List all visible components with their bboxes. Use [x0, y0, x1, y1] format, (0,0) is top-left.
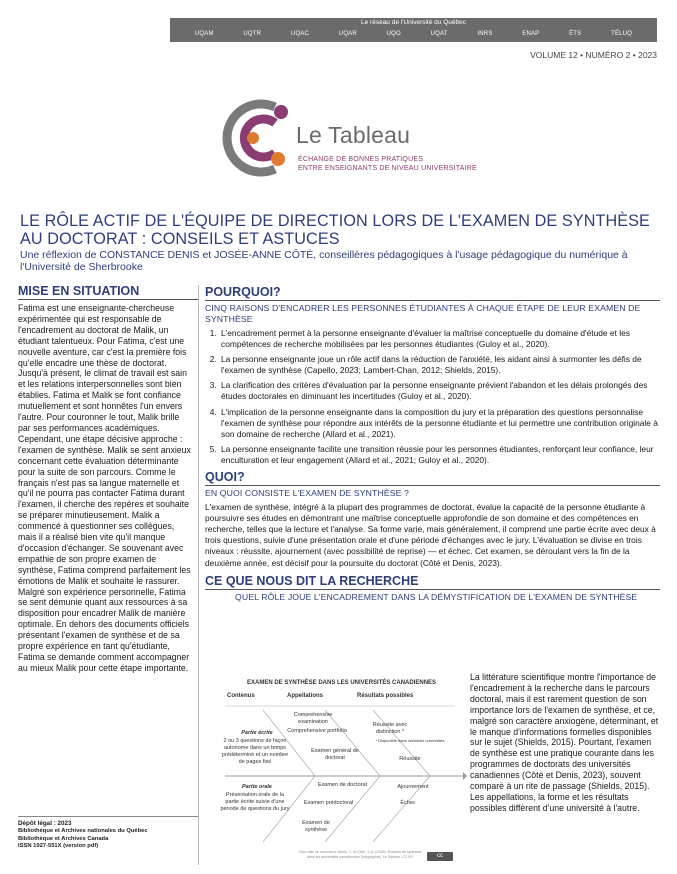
diagram-appellation: Examen prédoctoral: [303, 800, 354, 806]
article-title-line: AU DOCTORAT : CONSEILS ET ASTUCES: [20, 230, 340, 248]
diagram-col-resultats: Résultats possibles: [357, 693, 414, 699]
network-item[interactable]: UQO: [386, 31, 401, 37]
mise-text: Fatima est une enseignante-chercheuse expérimentée qui est responsable de l'encadrement au doctorat de Malik, un étudiant talentueux. Pour Fatima, c'est une nouvelle aventure, car c'est la première fois qu'elle encadre une thèse de doctorat. Jusqu'à présent, le climat de travail est sain et les relations interpersonnelles sont bien établies. Fatima et Malik se font confiance mutuellement et sont honnêtes l'un envers l'autre. Pour couronner le tout, Malik brille par ses performances académiques. Cependant, une étape décisive approche : l'examen de synthèse. Malik se sent anxieux concernant cette évaluation déterminante pour la suite de son parcours. Comme le français n'est pas sa langue maternelle et qu'il ne pourra pas contacter Fatima durant l'examen, il cherche des repères et souhaite se préparer minutieusement. Malik a commencé à questionner ses collègues, mais il a réalisé bien vite qu'il manque d'occasion d'échanger. Se souvenant avec empathie de son propre examen de synthèse, Fatima comprend parfaitement les émotions de Malik et souhaite le rassurer. Malgré son expérience personnelle, Fatima se sent démunie quant aux ressources à sa disposition pour encadrer Malik de manière optimale. En dehors des documents officiels présentant l'examen de synthèse et de sa propre expérience en tant qu'étudiante, Fatima se demande comment accompagner au mieux Malik pour cette étape importante.: [18, 303, 191, 673]
network-item[interactable]: UQAT: [430, 31, 448, 37]
recherche-paragraph: La littérature scientifique montre l'importance de l'encadrement à la recherche dans le parcours doctoral, mais il est rarement question de son importance lors de l'examen de synthèse, et ce, malgré son caractère anxiogène, déterminant, et le manque d'informations formelles disponibles sur le sujet (Shields, 2015). Pourtant, l'examen de synthèse est une pratique courante dans les programmes de doctorats des universités canadiennes (Côté et Denis, 2023), souvent comparé à un rite de passage (Shields, 2015). Les appellations, la forme et les résultats possibles diffèrent d'une université à l'autre.: [470, 672, 659, 813]
depot-line: Bibliothèque et Archives nationales du Québec: [18, 827, 148, 834]
article-title: [20, 212, 660, 248]
reasons-list: [205, 328, 660, 466]
diagram-ecrite-text: 2 ou 3 questions de façon autonome dans un temps prédéterminé et un nombre de pages fixé: [221, 738, 289, 765]
diagram-result: Réussite avec distinction *: [372, 722, 408, 735]
diagram-appellation: Examen de doctorat: [317, 782, 368, 788]
diagram-col-appellations: Appellations: [287, 693, 324, 699]
list-item: 5. La personne enseignante facilite une transition réussie pour les personnes étudiantes, renforçant leur confiance, leur enculturation et leur engagement (Allard et al., 2021; Guloy et al., 2020).: [219, 444, 660, 466]
column-divider: [198, 285, 199, 865]
list-item: 3. La clarification des critères d'évaluation par la personne enseignante prévient l'abandon et les délais prolongés des études doctorales en diminuant les incertitudes (Guloy et al., 2020).: [219, 380, 660, 402]
network-item[interactable]: INRS: [477, 31, 493, 37]
diagram-appellation: Examen de synthèse: [302, 820, 330, 833]
diagram-appellation: Comprehensive examination: [293, 712, 333, 725]
network-bar: [170, 18, 657, 42]
recherche-subheading: QUEL RÔLE JOUE L'ENCADREMENT DANS LA DÉMYSTIFICATION DE L'EXAMEN DE SYNTHÈSE: [235, 591, 638, 602]
article-title-line: LE RÔLE ACTIF DE L'ÉQUIPE DE DIRECTION LORS DE L'EXAMEN DE SYNTHÈSE: [20, 212, 650, 230]
article-byline: Une réflexion de CONSTANCE DENIS et JOSÉE-ANNE CÔTÉ, conseillères pédagogiques à l'usage pédagogique du numérique à l'Université de Sherbrooke: [20, 249, 628, 273]
diagram-ecrite-title: Partie écrite: [241, 730, 273, 736]
network-item[interactable]: TÉLUQ: [611, 31, 633, 37]
volume-label: VOLUME 12 • NUMÉRO 2 • 2023: [530, 50, 657, 60]
recherche-heading: CE QUE NOUS DIT LA RECHERCHE: [205, 574, 660, 590]
depot-legal: [18, 816, 198, 851]
diagram-appellation: Examen général de doctorat: [311, 748, 359, 761]
network-item[interactable]: ÉTS: [569, 31, 582, 37]
diagram-result-note: * Disponible dans certaines universités: [375, 738, 445, 743]
exam-diagram: [205, 672, 467, 864]
pourquoi-subheading: CINQ RAISONS D'ENCADRER LES PERSONNES ÉTUDIANTES À CHAQUE ÉTAPE DE LEUR EXAMEN DE SYNTHÈSE: [205, 303, 641, 324]
left-column: [18, 284, 198, 674]
logo-title: Le Tableau: [296, 122, 411, 148]
cc-license-icon: cc: [427, 852, 453, 861]
diagram-appellation: Comprehensive portfolio: [287, 728, 347, 734]
depot-line: Bibliothèque et Archives Canada: [18, 835, 109, 842]
list-item: 4. L'implication de la personne enseignante dans la composition du jury et la préparation des questions personnalise l'examen de synthèse pour répondre aux intérêts de la personne étudiante et lui permettre une contribution originale à son domaine de recherche (Allard et al., 2021).: [219, 407, 660, 440]
network-item[interactable]: UQAC: [290, 31, 310, 37]
network-title: Le réseau de l'Université du Québec: [361, 19, 466, 26]
logo-subtitle-line: ÉCHANGE DE BONNES PRATIQUES: [298, 156, 424, 163]
logo-subtitle-line: ENTRE ENSEIGNANTS DE NIVEAU UNIVERSITAIRE: [298, 165, 477, 172]
diagram-col-contenus: Contenus: [227, 693, 255, 699]
network-item[interactable]: UQAR: [338, 31, 357, 37]
diagram-result: Échec: [400, 800, 416, 806]
le-tableau-logo-icon: [215, 93, 305, 183]
quoi-heading: QUOI?: [205, 470, 660, 486]
list-item: 1. L'encadrement permet à la personne enseignante d'évaluer la maîtrise conceptuelle du domaine d'étude et les compétences de recherche mobilisées par les personnes étudiantes (Guloy et al., 2020).: [219, 328, 660, 350]
diagram-result: Réussite: [399, 756, 421, 762]
list-item: 2. La personne enseignante joue un rôle actif dans la réduction de l'anxiété, les aidant ainsi à surmonter les défis de l'examen de synthèse (Capello, 2023; Lambert-Chan, 2012; Shields, 2015).: [219, 354, 660, 376]
network-items: [170, 31, 657, 37]
diagram-orale-title: Partie orale: [242, 784, 272, 790]
pourquoi-heading: POURQUOI?: [205, 285, 660, 301]
mise-heading: MISE EN SITUATION: [18, 284, 198, 300]
logo-subtitle: [298, 155, 477, 173]
quoi-text: L'examen de synthèse, intégré à la plupart des programmes de doctorat, évalue la capacité de la personne étudiante à poursuivre ses études en démontrant une maîtrise conceptuelle approfondie de son domaine et des compétences en recherche, telles que la lecture et l'analyse. Sa forme varie, mais généralement, il comprend une partie écrite avec deux à trois questions, suivie d'une présentation orale et d'une période d'échanges avec le jury. L'évaluation se divise en trois niveaux : réussite, ajournement (avec possibilité de reprise) — et échec. Cet examen, se déroulant vers la fin de la deuxième année, est décisif pour la poursuite du doctorat (Côté et Denis, 2023).: [205, 502, 656, 568]
diagram-orale-text: Présentation orale de la partie écrite suivie d'une période de questions du jury: [220, 792, 290, 812]
fishbone-lines: [205, 672, 467, 864]
diagram-title: EXAMEN DE SYNTHÈSE DANS LES UNIVERSITÉS CANADIENNES: [247, 680, 437, 686]
network-item[interactable]: UQAM: [194, 31, 214, 37]
depot-line: Dépôt légal : 2023: [18, 820, 72, 827]
quoi-subheading: EN QUOI CONSISTE L'EXAMEN DE SYNTHÈSE ?: [205, 488, 409, 499]
right-column: [205, 285, 660, 603]
network-item[interactable]: UQTR: [243, 31, 262, 37]
depot-line: ISSN 1927-551X (version pdf): [18, 843, 99, 850]
network-item[interactable]: ENAP: [522, 31, 540, 37]
diagram-result: Ajournement: [397, 784, 429, 790]
diagram-credit: Pour citer ce document: Denis, C. et Côté, J.-A. (2023). Examen de synthèse dans les universités canadiennes [Infographie]. Le Tableau. CC BY: [298, 850, 422, 859]
